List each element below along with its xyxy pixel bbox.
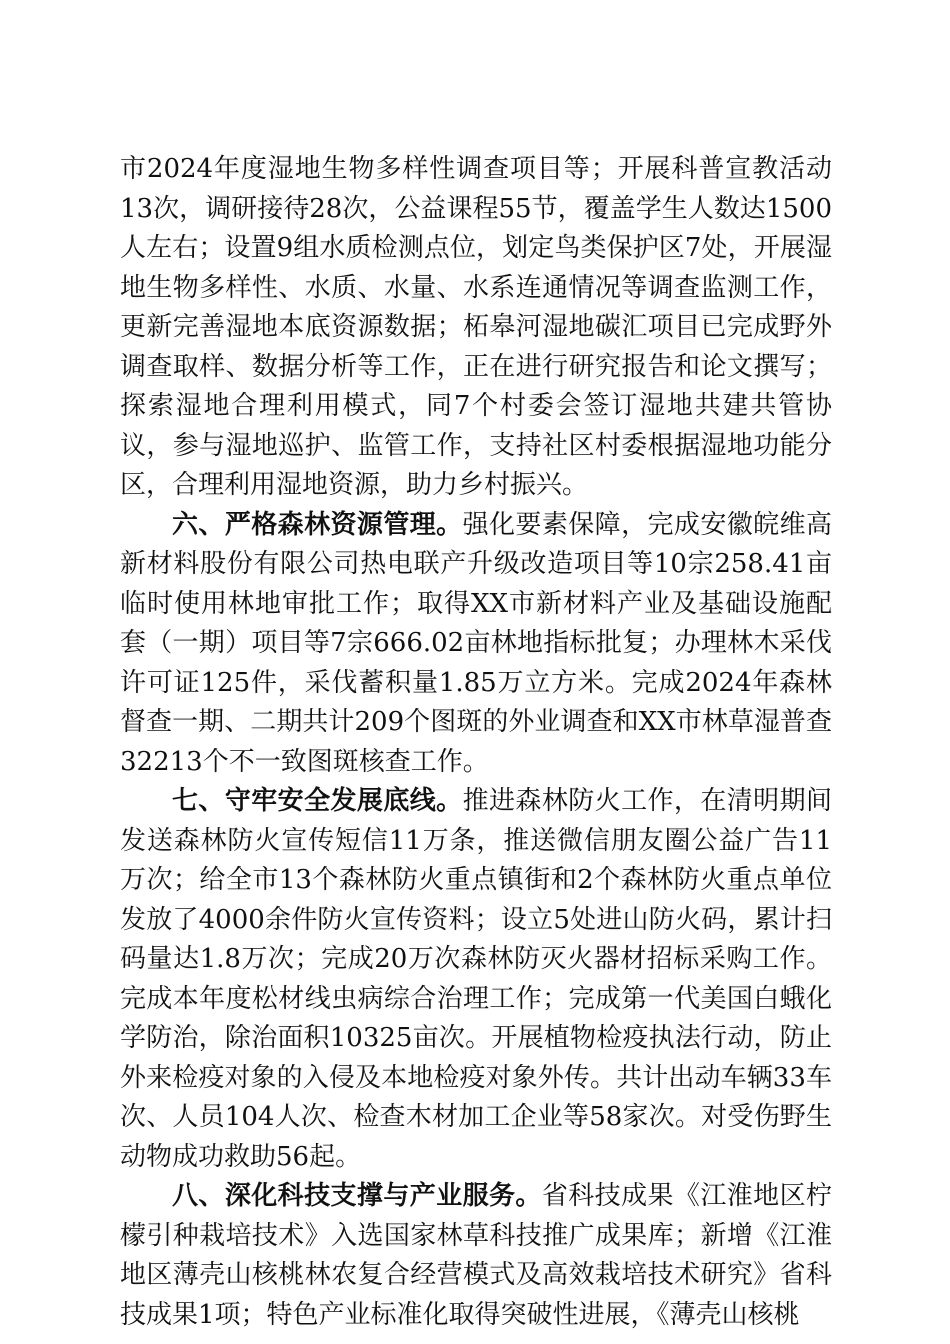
paragraph-tech-support xyxy=(120,1177,832,1335)
paragraph-text: 省科技成果《江淮地区柠檬引种栽培技术》入选国家林草科技推广成果库；新增《江淮地区薄壳山核桃林农复合经营模式及高效栽培技术研究》省科技成果1项；特色产业标准化取得突破性进展，《薄壳山核桃 xyxy=(120,1181,832,1330)
paragraph-text: 市2024年度湿地生物多样性调查项目等；开展科普宣教活动13次，调研接待28次，公益课程55节，覆盖学生人数达1500人左右；设置9组水质检测点位，划定鸟类保护区7处，开展湿地生物多样性、水质、水量、水系连通情况等调查监测工作，更新完善湿地本底资源数据；柘皋河湿地碳汇项目已完成野外调查取样、数据分析等工作，正在进行研究报告和论文撰写；探索湿地合理利用模式，同7个村委会签订湿地共建共管协议，参与湿地巡护、监管工作，支持社区村委根据湿地功能分区，合理利用湿地资源，助力乡村振兴。 xyxy=(120,154,832,500)
paragraph-forest-resource-management xyxy=(120,506,832,783)
paragraph-safety-development xyxy=(120,782,832,1177)
paragraph-wetland-continued xyxy=(120,150,832,506)
section-heading: 七、守牢安全发展底线。 xyxy=(172,786,463,816)
section-heading: 六、严格森林资源管理。 xyxy=(172,509,463,540)
paragraph-text: 推进森林防火工作，在清明期间发送森林防火宣传短信11万条，推送微信朋友圈公益广告11万次；给全市13个森林防火重点镇街和2个森林防火重点单位发放了4000余件防火宣传资料；设立5处进山防火码，累计扫码量达1.8万次；完成20万次森林防灭火器材招标采购工作。完成本年度松材线虫病综合治理工作；完成第一代美国白蛾化学防治，除治面积10325亩次。开展植物检疫执法行动，防止外来检疫对象的入侵及本地检疫对象外传。共计出动车辆33车次、人员104人次、检查木材加工企业等58家次。对受伤野生动物成功救助56起。 xyxy=(120,786,832,1172)
paragraph-text: 强化要素保障，完成安徽皖维高新材料股份有限公司热电联产升级改造项目等10宗258.41亩临时使用林地审批工作；取得XX市新材料产业及基础设施配套（一期）项目等7宗666.02亩林地指标批复；办理林木采伐许可证125件，采伐蓄积量1.85万立方米。完成2024年森林督查一期、二期共计209个图斑的外业调查和XX市林草湿普查32213个不一致图斑核查工作。 xyxy=(120,509,832,777)
section-heading: 八、深化科技支撑与产业服务。 xyxy=(172,1181,542,1211)
document-body xyxy=(120,150,832,1335)
